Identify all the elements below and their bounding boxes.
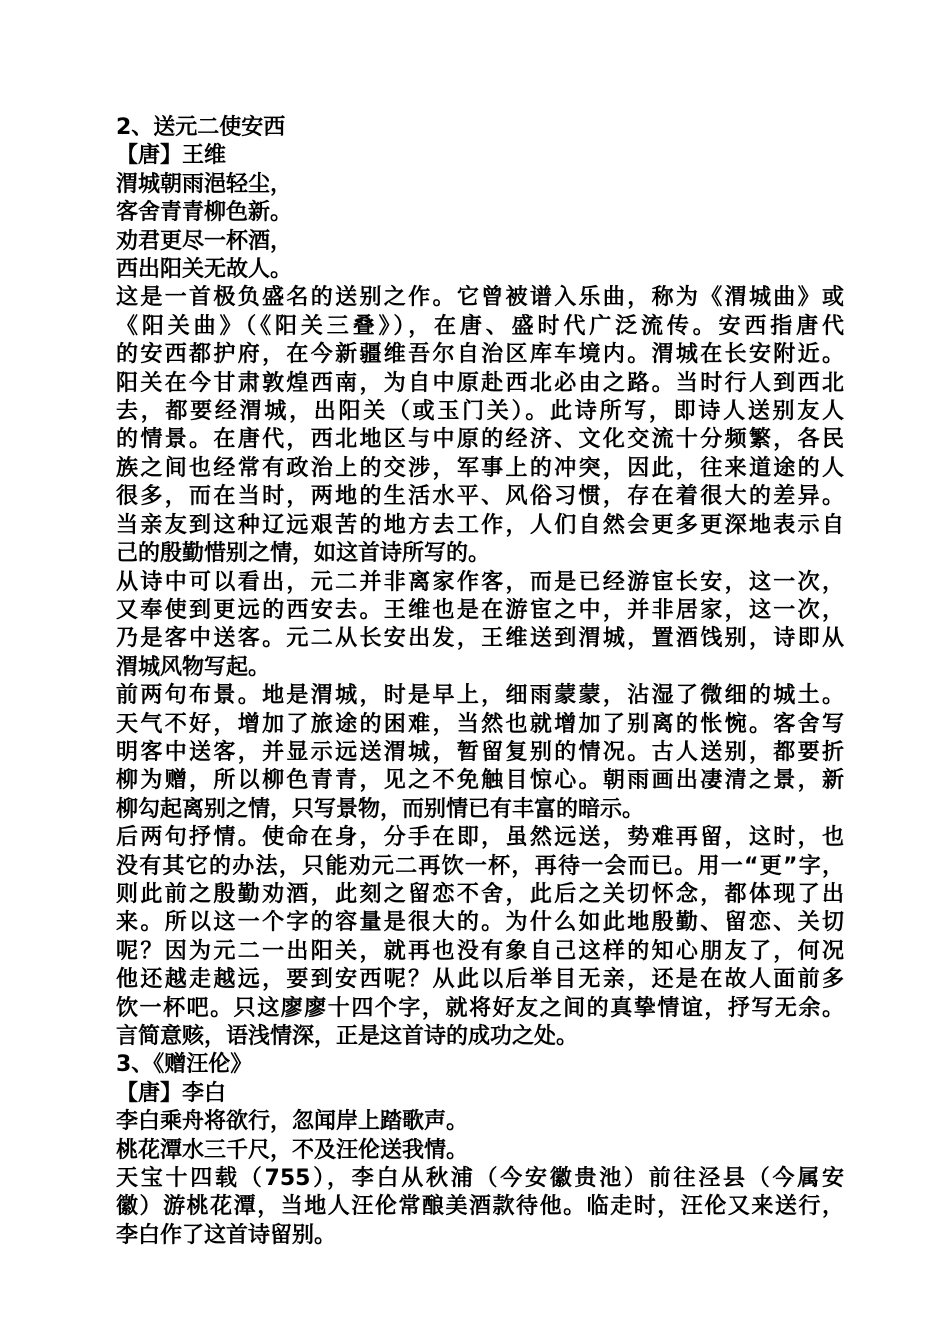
text-line: 言简意赅，语浅情深，正是这首诗的成功之处。 xyxy=(116,1024,579,1049)
text-line: 明客中送客，并显示远送渭城，暂留复别的情况。古人送别，都要折 xyxy=(116,739,844,765)
text-line: 乃是客中送客。元二从长安出发，王维送到渭城，置酒饯别，诗即从 xyxy=(116,626,844,652)
text-line: 当亲友到这种辽远艰苦的地方去工作，人们自然会更多更深地表示自 xyxy=(116,512,844,538)
text-line: 3、《赠汪伦》 xyxy=(116,1052,253,1078)
text-line: 天宝十四载（755），李白从秋浦（今安徽贵池）前往泾县（今属安 xyxy=(116,1166,844,1192)
text-line: 桃花潭水三千尺，不及汪伦送我情。 xyxy=(116,1137,469,1163)
text-line: 李白乘舟将欲行，忽闻岸上踏歌声。 xyxy=(116,1109,469,1135)
text-line: 去，都要经渭城，出阳关（或玉门关）。此诗所写，即诗人送别友人 xyxy=(116,399,844,425)
text-line: 前两句布景。地是渭城，时是早上，细雨蒙蒙，沾湿了微细的城土。 xyxy=(116,683,844,709)
text-line: 饮一杯吧。只这廖廖十四个字，就将好友之间的真挚情谊，抒写无余。 xyxy=(116,995,844,1021)
text-line: 的安西都护府，在今新疆维吾尔自治区库车境内。渭城在长安附近。 xyxy=(116,342,844,368)
text-line: 很多，而在当时，两地的生活水平、风俗习惯，存在着很大的差异。 xyxy=(116,484,844,510)
text-line: 客舍青青柳色新。 xyxy=(116,200,293,226)
text-line: 徽）游桃花潭，当地人汪伦常酿美酒款待他。临走时，汪伦又来送行， xyxy=(116,1194,844,1220)
text-line: 他还越走越远，要到安西呢？从此以后举目无亲，还是在故人面前多 xyxy=(116,967,844,993)
text-line: 这是一首极负盛名的送别之作。它曾被谱入乐曲，称为《渭城曲》或 xyxy=(116,285,844,311)
text-line: 2、送元二使安西 xyxy=(116,115,286,140)
text-line: 柳为赠，所以柳色青青，见之不免触目惊心。朝雨画出凄清之景，新 xyxy=(116,768,844,794)
text-line: 没有其它的办法，只能劝元二再饮一杯，再待一会而已。用一“更”字， xyxy=(116,853,844,879)
document-page xyxy=(116,114,844,1250)
text-line: 的情景。在唐代，西北地区与中原的经济、文化交流十分频繁，各民 xyxy=(116,427,844,453)
text-line: 又奉使到更远的西安去。王维也是在游宦之中，并非居家，这一次， xyxy=(116,597,844,623)
text-line: 后两句抒情。使命在身，分手在即，虽然远送，势难再留，这时，也 xyxy=(116,825,844,851)
text-line: 柳勾起离别之情，只写景物，而别情已有丰富的暗示。 xyxy=(116,796,645,822)
text-line: 《阳关曲》（《阳关三叠》），在唐、盛时代广泛流传。安西指唐代 xyxy=(116,313,844,339)
text-line: 【唐】王维 xyxy=(116,143,227,169)
text-line: 则此前之殷勤劝酒，此刻之留恋不舍，此后之关切怀念，都体现了出 xyxy=(116,881,844,907)
text-line: 劝君更尽一杯酒， xyxy=(116,228,293,254)
text-line: 【唐】李白 xyxy=(116,1080,227,1106)
text-line: 渭城朝雨浥轻尘， xyxy=(116,171,293,197)
text-line: 天气不好，增加了旅途的困难，当然也就增加了别离的怅惋。客舍写 xyxy=(116,711,844,737)
text-line: 渭城风物写起。 xyxy=(116,654,271,680)
text-line: 从诗中可以看出，元二并非离家作客，而是已经游宦长安，这一次， xyxy=(116,569,844,595)
text-line: 阳关在今甘肃敦煌西南，为自中原赴西北必由之路。当时行人到西北 xyxy=(116,370,844,396)
text-line: 李白作了这首诗留别。 xyxy=(116,1222,337,1248)
text-line: 来。所以这一个字的容量是很大的。为什么如此地殷勤、留恋、关切 xyxy=(116,910,844,936)
text-line: 呢？因为元二一出阳关，就再也没有象自己这样的知心朋友了，何况 xyxy=(116,938,844,964)
text-line: 己的殷勤惜别之情，如这首诗所写的。 xyxy=(116,541,491,567)
text-line: 族之间也经常有政治上的交涉，军事上的冲突，因此，往来道途的人 xyxy=(116,455,844,481)
text-line: 西出阳关无故人。 xyxy=(116,257,293,283)
